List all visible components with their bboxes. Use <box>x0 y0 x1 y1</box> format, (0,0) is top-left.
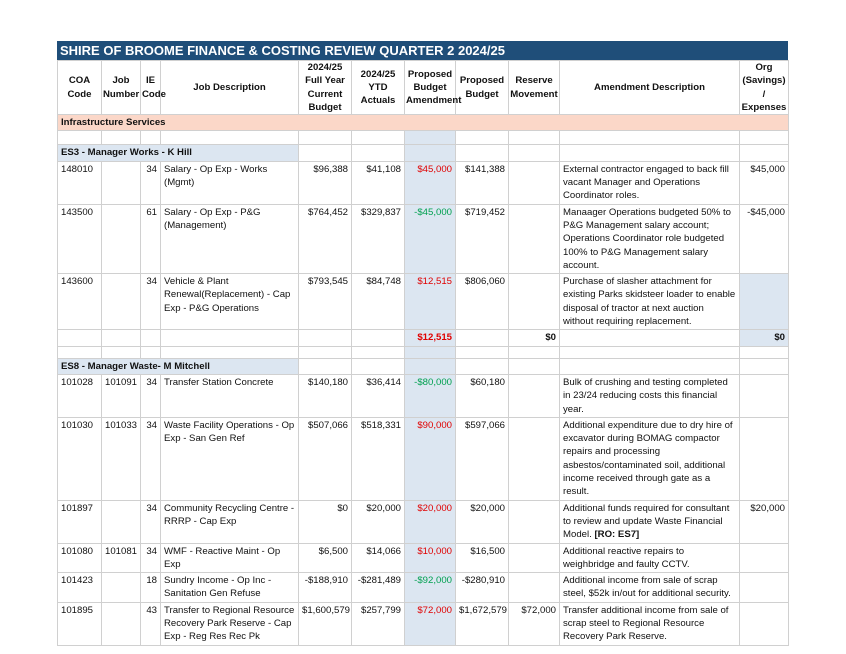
table-row <box>58 543 789 573</box>
proposed-budget: $719,452 <box>456 204 509 273</box>
reserve-movement <box>509 543 560 573</box>
reference-code: [RO: ES7] <box>594 529 640 541</box>
org-expenses <box>740 602 789 645</box>
job-number <box>102 161 141 204</box>
col-job-number: Job Number <box>102 61 141 115</box>
amendment-description: Additional expenditure due to dry hire of excavator during BOMAG compactor repairs and processing asbestos/contaminated soil, additional income received through gate as a result. <box>560 417 740 500</box>
amendment-description: Transfer additional income from sale of scrap steel to Regional Resource Recovery Park Reserve. <box>560 602 740 645</box>
coa-code: 101030 <box>58 417 102 500</box>
proposed-budget: -$280,910 <box>456 573 509 603</box>
ytd-actuals: $84,748 <box>352 274 405 330</box>
job-number <box>102 573 141 603</box>
col-budget-amendment: Proposed Budget Amendment <box>405 61 456 115</box>
ytd-actuals: $20,000 <box>352 500 405 543</box>
reserve-movement <box>509 204 560 273</box>
reserve-movement <box>509 417 560 500</box>
job-description: Community Recycling Centre - RRRP - Cap Exp <box>161 500 299 543</box>
col-coa-code: COA Code <box>58 61 102 115</box>
org-expenses <box>740 274 789 330</box>
coa-code: 101028 <box>58 374 102 417</box>
reserve-movement <box>509 573 560 603</box>
col-reserve-movement: Reserve Movement <box>509 61 560 115</box>
amendment-description: Additional reactive repairs to weighbridge and faulty CCTV. <box>560 543 740 573</box>
ie-code: 61 <box>141 204 161 273</box>
proposed-budget: $60,180 <box>456 374 509 417</box>
org-expenses <box>740 417 789 500</box>
ie-code: 34 <box>141 161 161 204</box>
job-number <box>102 204 141 273</box>
coa-code: 101897 <box>58 500 102 543</box>
ytd-actuals: $257,799 <box>352 602 405 645</box>
amendment-description: Additional funds required for consultant to review and update Waste Financial Model. [RO: ES7] <box>560 500 740 543</box>
current-budget: $793,545 <box>299 274 352 330</box>
ie-code: 34 <box>141 543 161 573</box>
table-row <box>58 274 789 330</box>
job-description: Salary - Op Exp - Works (Mgmt) <box>161 161 299 204</box>
amendment-description: Additional income from sale of scrap steel, $52k in/out for additional security. <box>560 573 740 603</box>
coa-code: 101423 <box>58 573 102 603</box>
current-budget: $6,500 <box>299 543 352 573</box>
ie-code: 34 <box>141 274 161 330</box>
table-row <box>58 573 789 603</box>
col-proposed-budget: Proposed Budget <box>456 61 509 115</box>
ytd-actuals: $41,108 <box>352 161 405 204</box>
es3-total-row <box>58 330 789 346</box>
job-description: WMF - Reactive Maint - Op Exp <box>161 543 299 573</box>
col-ie-code: IE Code <box>141 61 161 115</box>
header-row <box>58 61 789 115</box>
budget-amendment: $10,000 <box>405 543 456 573</box>
amendment-description: External contractor engaged to back fill vacant Manager and Operations Coordinator roles. <box>560 161 740 204</box>
proposed-budget: $16,500 <box>456 543 509 573</box>
ytd-actuals: -$281,489 <box>352 573 405 603</box>
amendment-description: Bulk of crushing and testing completed in 23/24 reducing costs this financial year. <box>560 374 740 417</box>
table-row <box>58 204 789 273</box>
coa-code: 101895 <box>58 602 102 645</box>
budget-amendment: $45,000 <box>405 161 456 204</box>
ie-code: 18 <box>141 573 161 603</box>
budget-amendment: $72,000 <box>405 602 456 645</box>
job-number <box>102 500 141 543</box>
job-description: Transfer to Regional Resource Recovery Park Reserve - Cap Exp - Reg Res Rec Pk <box>161 602 299 645</box>
amendment-description: Manaager Operations budgeted 50% to P&G Management salary account; Operations Coordinator role budgeted 100% to P&G Management salary account. <box>560 204 740 273</box>
es3-total-amendment: $12,515 <box>405 330 456 346</box>
current-budget: -$188,910 <box>299 573 352 603</box>
reserve-movement <box>509 161 560 204</box>
reserve-movement <box>509 374 560 417</box>
budget-amendment: -$45,000 <box>405 204 456 273</box>
col-org-expenses: Org (Savings) / Expenses <box>740 61 789 115</box>
job-description: Sundry Income - Op Inc - Sanitation Gen Refuse <box>161 573 299 603</box>
job-number: 101091 <box>102 374 141 417</box>
es3-total-reserve: $0 <box>509 330 560 346</box>
current-budget: $764,452 <box>299 204 352 273</box>
coa-code: 101080 <box>58 543 102 573</box>
current-budget: $1,600,579 <box>299 602 352 645</box>
coa-code: 148010 <box>58 161 102 204</box>
org-expenses <box>740 374 789 417</box>
budget-amendment: $20,000 <box>405 500 456 543</box>
es3-total-org: $0 <box>740 330 789 346</box>
budget-amendment: -$80,000 <box>405 374 456 417</box>
job-number: 101081 <box>102 543 141 573</box>
org-expenses: $20,000 <box>740 500 789 543</box>
reserve-movement <box>509 274 560 330</box>
current-budget: $507,066 <box>299 417 352 500</box>
col-ytd-actuals: 2024/25 YTD Actuals <box>352 61 405 115</box>
job-description: Transfer Station Concrete <box>161 374 299 417</box>
budget-table <box>57 60 789 646</box>
es8-heading-row <box>58 358 789 374</box>
ie-code: 34 <box>141 500 161 543</box>
ytd-actuals: $329,837 <box>352 204 405 273</box>
budget-amendment: -$92,000 <box>405 573 456 603</box>
ytd-actuals: $36,414 <box>352 374 405 417</box>
proposed-budget: $20,000 <box>456 500 509 543</box>
ytd-actuals: $14,066 <box>352 543 405 573</box>
proposed-budget: $806,060 <box>456 274 509 330</box>
reserve-movement: $72,000 <box>509 602 560 645</box>
sheet-title: SHIRE OF BROOME FINANCE & COSTING REVIEW QUARTER 2 2024/25 <box>57 41 788 60</box>
proposed-budget: $597,066 <box>456 417 509 500</box>
table-row <box>58 374 789 417</box>
table-row <box>58 500 789 543</box>
proposed-budget: $141,388 <box>456 161 509 204</box>
org-expenses: -$45,000 <box>740 204 789 273</box>
table-row <box>58 602 789 645</box>
current-budget: $0 <box>299 500 352 543</box>
col-amendment-description: Amendment Description <box>560 61 740 115</box>
es3-heading: ES3 - Manager Works - K Hill <box>58 145 299 161</box>
coa-code: 143600 <box>58 274 102 330</box>
ytd-actuals: $518,331 <box>352 417 405 500</box>
job-description: Vehicle & Plant Renewal(Replacement) - Cap Exp - P&G Operations <box>161 274 299 330</box>
job-number <box>102 602 141 645</box>
es8-heading: ES8 - Manager Waste- M Mitchell <box>58 358 299 374</box>
section-label: Infrastructure Services <box>58 115 789 131</box>
section-row <box>58 115 789 131</box>
current-budget: $96,388 <box>299 161 352 204</box>
ie-code: 43 <box>141 602 161 645</box>
col-current-budget: 2024/25 Full Year Current Budget <box>299 61 352 115</box>
job-number: 101033 <box>102 417 141 500</box>
finance-review-sheet <box>57 41 788 646</box>
ie-code: 34 <box>141 417 161 500</box>
amendment-description: Purchase of slasher attachment for existing Parks skidsteer loader to enable disposal of tractor at next auction without requiring replacement. <box>560 274 740 330</box>
es3-rows <box>58 161 789 330</box>
job-description: Salary - Op Exp - P&G (Management) <box>161 204 299 273</box>
col-job-description: Job Description <box>161 61 299 115</box>
table-row <box>58 161 789 204</box>
proposed-budget: $1,672,579 <box>456 602 509 645</box>
table-row <box>58 417 789 500</box>
coa-code: 143500 <box>58 204 102 273</box>
job-number <box>102 274 141 330</box>
reserve-movement <box>509 500 560 543</box>
es8-rows <box>58 374 789 645</box>
current-budget: $140,180 <box>299 374 352 417</box>
es3-heading-row <box>58 145 789 161</box>
org-expenses <box>740 543 789 573</box>
org-expenses: $45,000 <box>740 161 789 204</box>
ie-code: 34 <box>141 374 161 417</box>
budget-amendment: $90,000 <box>405 417 456 500</box>
org-expenses <box>740 573 789 603</box>
budget-amendment: $12,515 <box>405 274 456 330</box>
job-description: Waste Facility Operations - Op Exp - San Gen Ref <box>161 417 299 500</box>
